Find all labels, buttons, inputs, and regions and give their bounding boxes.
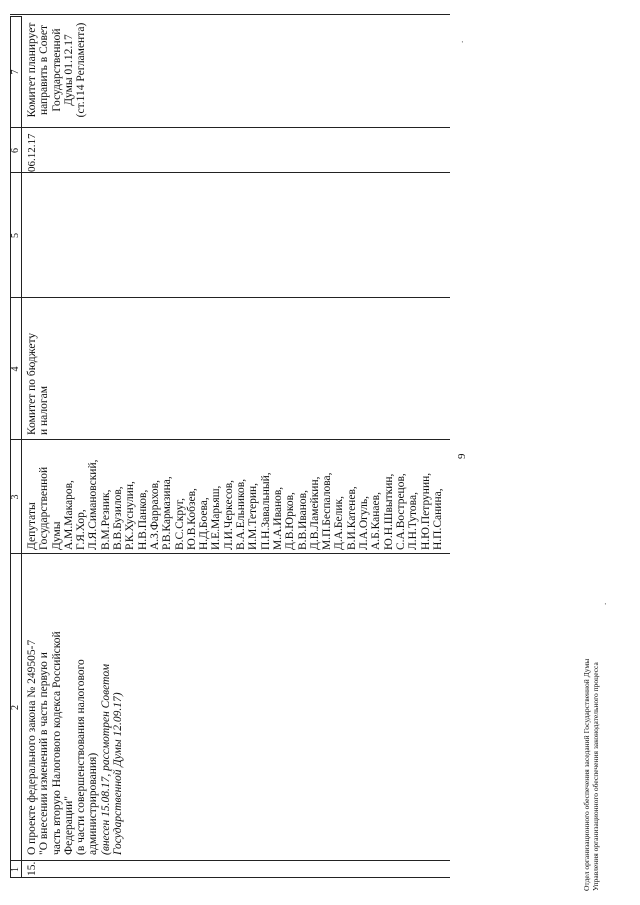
committee-line: Комитет по бюджету [26, 332, 38, 435]
initiator: Д.В.Ламейкин, [308, 476, 321, 550]
initiator: Н.Д.Боева, [198, 497, 211, 550]
title-line: Федерации" [62, 795, 75, 855]
note-line: (внесен 15.08.17, рассмотрен Советом [99, 663, 112, 855]
committee-line: и налогам [38, 386, 51, 435]
column-border [10, 877, 450, 878]
plan-cell [26, 17, 87, 123]
initiator: Д.В.Юрков, [284, 492, 297, 550]
initiator: Ю.В.Кобзев, [185, 488, 198, 550]
agenda-table [10, 16, 450, 878]
page-number: 9 [456, 453, 468, 459]
initiator: Л.Н.Тутова, [407, 492, 420, 550]
initiator: М.П.Беспалова, [321, 472, 334, 550]
initiator: В.В.Бузилов, [112, 486, 125, 550]
title-line: администрирования) [87, 752, 100, 855]
initiator: Р.В.Кармазина, [161, 476, 174, 550]
column-header-7: 7 [10, 69, 21, 75]
footer-line: Отдел организационного обеспечения заседаний Государственной Думы [582, 658, 591, 891]
initiators-list [26, 442, 444, 550]
column-border [10, 553, 450, 554]
column-border [10, 860, 450, 861]
initiator: В.А.Ельников, [235, 478, 248, 550]
initiator: Думы [50, 521, 63, 550]
column-header-4: 4 [10, 366, 21, 372]
plan-line: Государственной [50, 28, 63, 112]
initiator: В.С.Скруг, [173, 498, 186, 550]
footer [582, 659, 600, 891]
column-header-2: 2 [10, 705, 21, 710]
initiator: Н.В.Панков, [136, 489, 149, 550]
plan-line: (ст.114 Регламента) [75, 22, 88, 118]
note-line: Государственной Думы 12.09.17) [112, 692, 125, 855]
plan-line: Думы 01.12.17 [62, 34, 75, 106]
title-line: часть вторую Налогового кодекса Российской [50, 631, 63, 855]
initiator: И.М.Тетерин, [247, 482, 260, 550]
plan-line: Комитет планирует [26, 22, 38, 118]
initiator: С.А.Вострецов, [394, 473, 407, 550]
column-header-5: 5 [10, 233, 21, 238]
initiator: Л.И.Черкесов, [222, 479, 235, 550]
initiator: В.И.Катенев, [345, 486, 358, 550]
plan-line: направить в Совет [38, 24, 51, 116]
title-line: (в части совершенствования налогового [75, 659, 88, 855]
initiator: П.Н.Завальный, [259, 472, 272, 550]
title-line: О проекте федерального закона № 249505-7 [26, 639, 38, 855]
scan-speck: . [598, 602, 608, 605]
committee [26, 300, 51, 435]
initiator: Р.К.Хуснулин, [124, 481, 137, 550]
row-number: 15. [26, 861, 38, 876]
initiator: Н.П.Санина, [431, 488, 444, 550]
column-header-1: 1 [10, 867, 21, 872]
initiator: Ю.Н.Швыткин, [382, 473, 395, 550]
bill-title [26, 557, 124, 855]
initiator: Д.А.Белик, [333, 496, 346, 550]
initiator: А.З.Фаррахов, [148, 480, 161, 550]
initiator: Л.Я.Симановский, [87, 459, 100, 550]
initiator: Н.Ю.Петрунин, [419, 472, 432, 550]
initiator: Депутаты [26, 502, 38, 550]
footer-line: Управления организационного обеспечения законодательного процесса [591, 662, 600, 891]
initiator: И.Е.Марьяш, [210, 485, 223, 550]
scan-speck: . [455, 40, 465, 43]
column-border [10, 439, 450, 440]
title-line: "О внесении изменений в часть первую и [38, 652, 51, 855]
column-border [10, 172, 450, 173]
initiator: М.А.Иванов, [271, 486, 284, 550]
initiator: В.В.Иванов, [296, 490, 309, 550]
column-border [10, 297, 450, 298]
column-header-6: 6 [10, 148, 21, 153]
initiator: Л.А.Огуль, [358, 496, 371, 550]
initiator: Государственной [38, 466, 51, 550]
initiator: В.М.Резник, [99, 489, 112, 550]
date-cell: 06.12.17 [26, 133, 38, 172]
initiator: А.Б.Канаев, [370, 492, 383, 550]
initiator: А.М.Макаров, [62, 480, 75, 550]
column-header-3: 3 [10, 494, 21, 500]
initiator: Г.Я.Хор, [75, 509, 88, 550]
